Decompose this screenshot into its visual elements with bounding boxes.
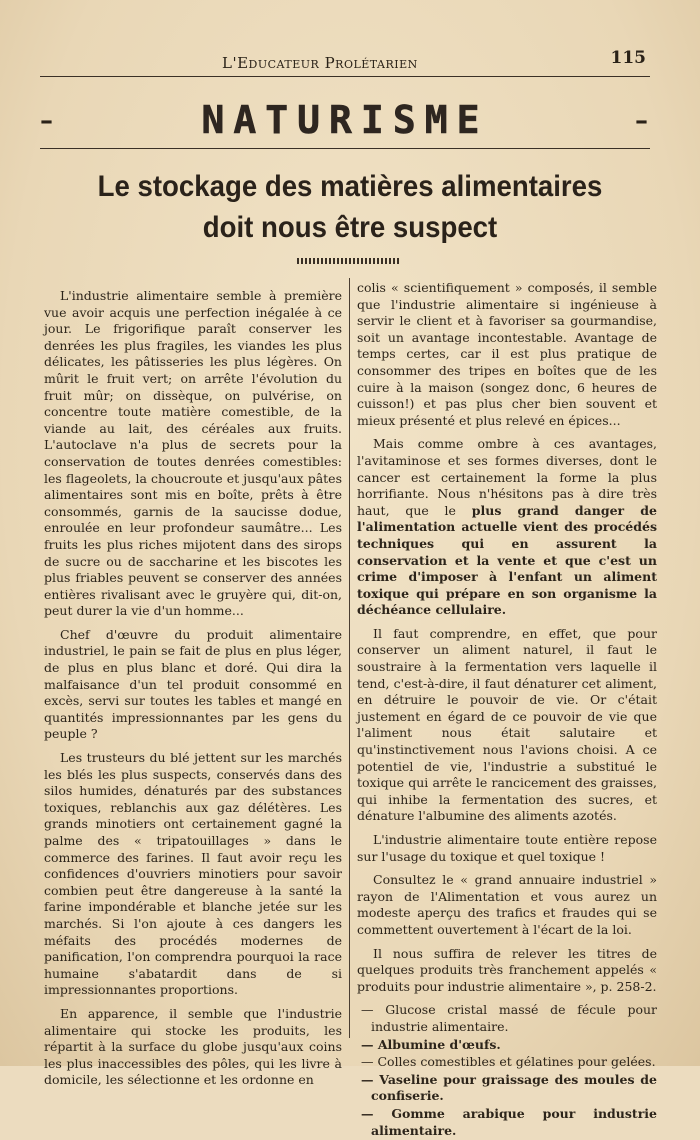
paragraph: En apparence, il semble que l'industrie alimentaire qui stocke les produits, les répartit à la surface du globe jusqu'aux coins les plus inaccessibles des pôles, qui les livre à domicile, les sélectionne et les ordonne en	[44, 1005, 342, 1088]
emphasized-text: plus grand danger de l'alimentation actuelle vient des procédés techniques qui en assurent la conservation et la vente et que c'est un crime d'imposer à l'enfant un aliment toxique qui prépare en son organisme la déchéance cellulaire.	[357, 502, 657, 618]
paragraph: Consultez le « grand annuaire industriel » rayon de l'Alimentation et vous aurez un modeste aperçu des trafics et fraudes qui se commettent ouvertement à l'écart de la loi.	[357, 872, 657, 937]
paragraph	[357, 436, 657, 619]
section-title: NATURISME	[201, 98, 489, 142]
right-column	[357, 280, 657, 1140]
running-head	[40, 48, 650, 77]
paragraph: Il nous suffira de relever les titres de quelques produits très franchement appelés « produits pour industrie alimentaire », p. 258-2.	[357, 945, 657, 994]
paragraph-text: Mais comme ombre à ces avantages, l'avitaminose et ses formes diverses, dont le cancer est certainement la forme la plus horrifiante. Nous n'hésitons pas à dire très haut, que le	[357, 436, 657, 518]
column-divider	[349, 278, 350, 1038]
article-title	[65, 166, 635, 248]
title-ornament	[297, 258, 401, 264]
article-title-line-2: doit nous être suspect	[202, 211, 498, 244]
paragraph: Chef d'œuvre du produit alimentaire industriel, le pain se fait de plus en plus léger, de plus en plus blanc et doré. Qui dira la malfaisance d'un tel produit consommé en excès, servi sur toutes les tables et mangé en quantités impressionnantes par les gens du peuple ?	[44, 626, 342, 742]
list-item: — Vaseline pour graissage des moules de confiserie.	[361, 1071, 657, 1104]
left-column	[44, 288, 342, 1096]
paragraph: Les trusteurs du blé jettent sur les marchés les blés les plus suspects, conservés dans des silos humides, dénaturés par des substances toxiques, reblanchis aux gaz délétères. Les grands minotiers ont certainement gagné la palme des « tripatouillages » dans le commerce des farines. Il faut avoir reçu les confidences d'ouvriers minotiers pour savoir combien peut être dangereuse à la santé la farine impondérable et blanche jetée sur les marchés. Si l'on ajoute à ces dangers les méfaits des procédés modernes de panification, l'on comprendra pourquoi la race humaine s'abatardit dans de si impressionnantes proportions.	[44, 750, 342, 998]
list-item: — Glucose cristal massé de fécule pour industrie alimentaire.	[361, 1002, 657, 1034]
section-dash-right: –	[635, 106, 648, 136]
section-dash-left: –	[40, 106, 53, 136]
list-item: — Gomme arabique pour industrie alimentaire.	[361, 1105, 657, 1138]
paragraph: L'industrie alimentaire toute entière repose sur l'usage du toxique et quel toxique !	[357, 832, 657, 864]
running-title: L'Educateur Prolétarien	[222, 54, 418, 72]
article-title-line-1: Le stockage des matières alimentaires	[97, 170, 603, 203]
list-item: — Colles comestibles et gélatines pour gelées.	[361, 1054, 656, 1070]
list-item: — Albumine d'œufs.	[361, 1036, 501, 1052]
section-band	[40, 92, 650, 149]
product-list	[357, 1002, 657, 1139]
paragraph: Il faut comprendre, en effet, que pour conserver un aliment naturel, il faut le soustraire à la fermentation vers laquelle il tend, c'est-à-dire, il faut dénaturer cet aliment, en détruire le pouvoir de vie. Or c'était justement en égard de ce pouvoir de vie que l'aliment nous était salutaire et qu'instinctivement nous l'avions choisi. A ce potentiel de vie, l'industrie a substitué le toxique qui arrête le rancicement des graisses, qui inhibe la fermentation des sucres, et dénature l'albumine des aliments azotés.	[357, 625, 657, 824]
paragraph: L'industrie alimentaire semble à première vue avoir acquis une perfection inégalée à ce jour. Le frigorifique paraît conserver les denrées les plus fragiles, les viandes les plus délicates, les pâtisseries les plus légères. On mûrit le fruit vert; on arrête l'évolution du fruit mûr; on dissèque, on pulvérise, on concentre toute matière comestible, de la viande au lait, des céréales aux fruits. L'autoclave n'a plus de secrets pour la conservation de toutes denrées comestibles: les flageolets, la choucroute et jusqu'aux pâtes alimentaires sont mis en boîte, prêts à être consommés, garnis de la saucisse dodue, enroulée en leur profondeur saumâtre... Les fruits les plus riches mijotent dans des sirops de sucre ou de saccharine et les biscotes les plus friables peuvent se conserver des années entières rivalisant avec le gruyère qui, dit-on, peut durer la vie d'un homme...	[44, 288, 342, 619]
page-number: 115	[610, 48, 646, 68]
paragraph: colis « scientifiquement » composés, il semble que l'industrie alimentaire si ingénieuse à servir le client et à favoriser sa gourmandise, soit un avantage incontestable. Avantage de temps certes, car il est plus pratique de consommer des tripes en boîtes que de les cuire à la maison (songez donc, 6 heures de cuisson!) et pas plus cher bien souvent et mieux présenté et plus relevé en épices...	[357, 280, 657, 428]
